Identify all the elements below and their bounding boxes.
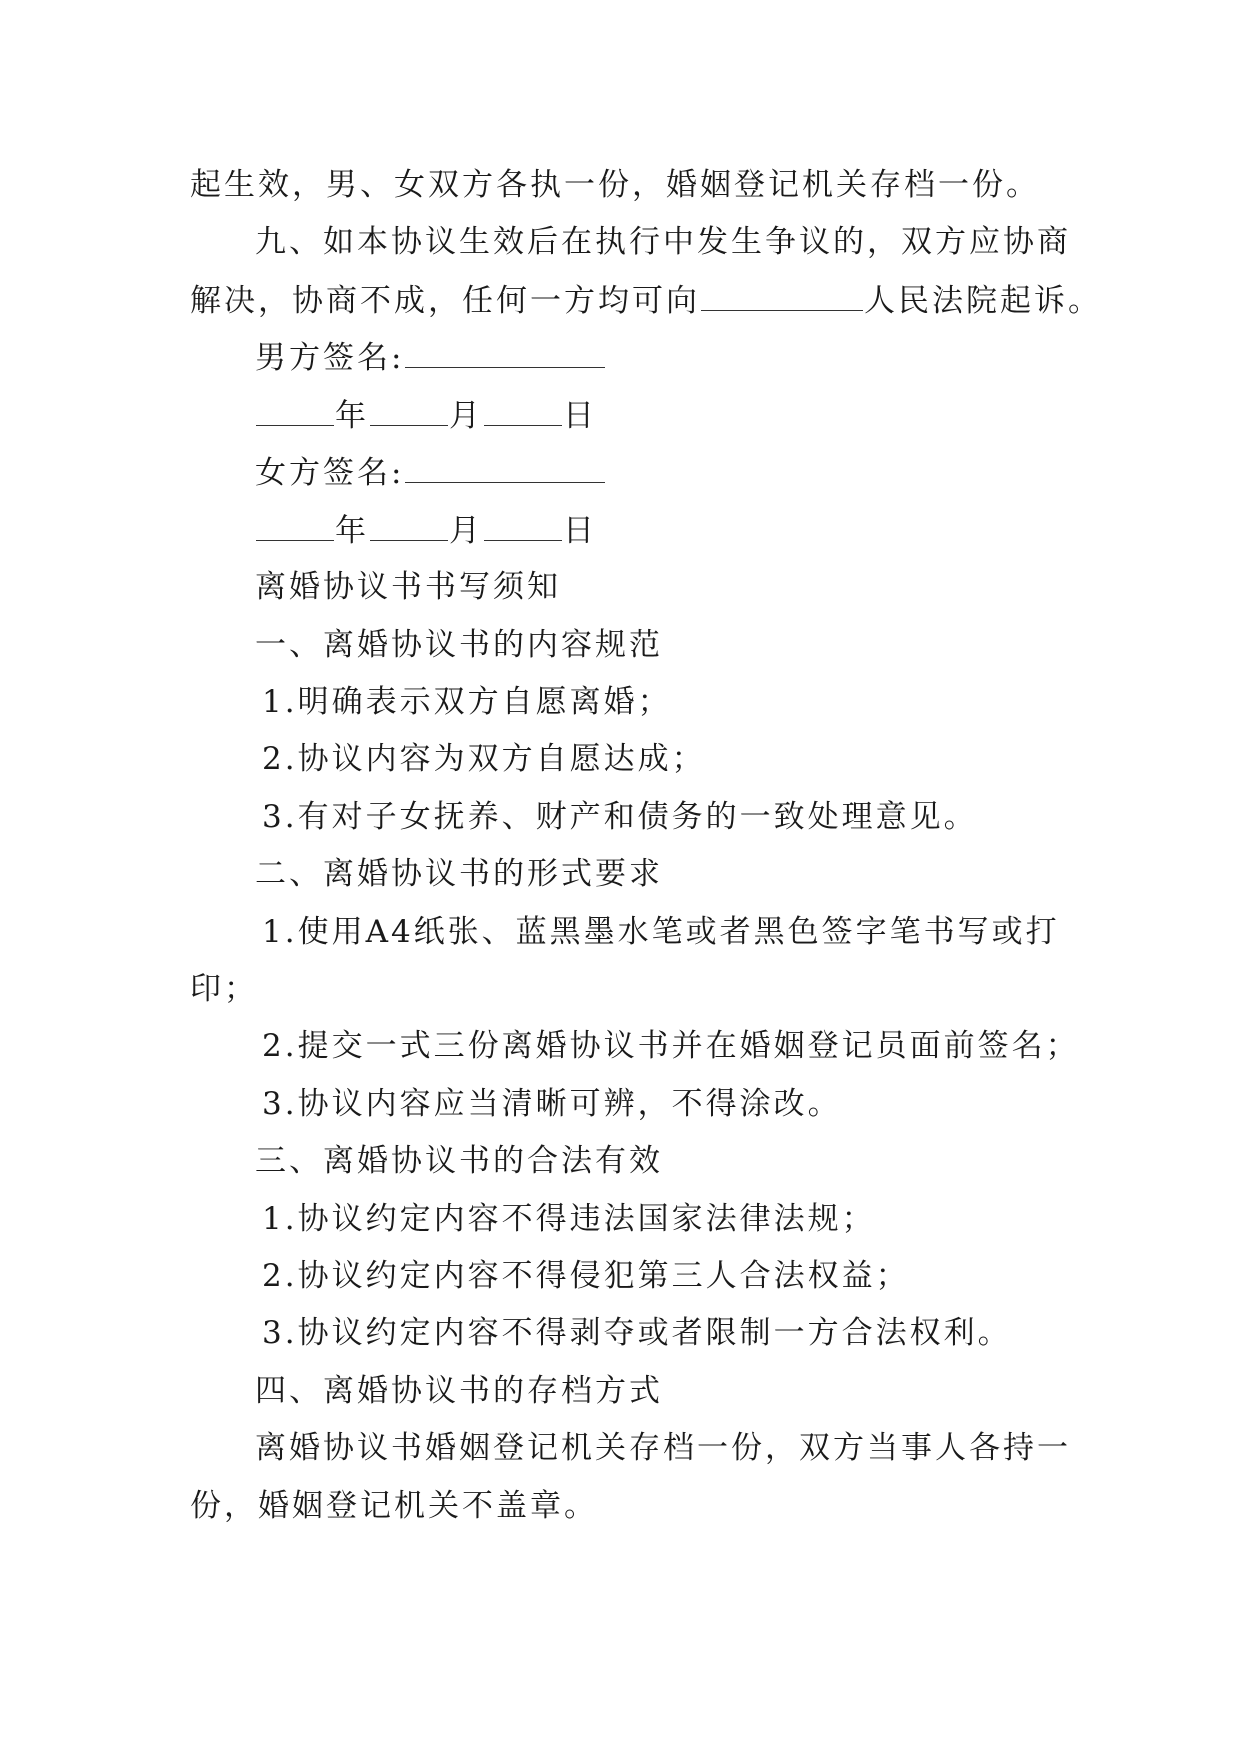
- section-heading: 二、离婚协议书的形式要求: [255, 856, 663, 892]
- list-item: 3.有对子女抚养、财产和债务的一致处理意见。: [262, 799, 978, 835]
- paragraph-line: 起生效，男、女双方各执一份，婚姻登记机关存档一份。: [190, 167, 1040, 203]
- male-month-blank: [370, 395, 448, 426]
- male-date-line: [255, 395, 597, 436]
- female-month-blank: [370, 510, 448, 541]
- section-heading: 四、离婚协议书的存档方式: [255, 1373, 663, 1409]
- list-item: 3.协议内容应当清晰可辨，不得涂改。: [262, 1086, 842, 1122]
- female-day-blank: [484, 510, 562, 541]
- section-heading: 三、离婚协议书的合法有效: [255, 1143, 663, 1179]
- list-item: 1.使用A4纸张、蓝黑墨水笔或者黑色签字笔书写或打: [262, 914, 1060, 950]
- list-item: 1.协议约定内容不得违法国家法律法规；: [262, 1201, 876, 1237]
- court-clause-suffix: 人民法院起诉。: [864, 283, 1102, 319]
- court-clause-text: 解决，协商不成，任何一方均可向: [190, 283, 700, 319]
- female-signature-blank: [405, 452, 605, 483]
- female-signature-label: 女方签名:: [255, 455, 405, 491]
- paragraph-line: [190, 280, 1102, 321]
- list-item: 3.协议约定内容不得剥夺或者限制一方合法权利。: [262, 1315, 1012, 1351]
- paragraph-line: 离婚协议书婚姻登记机关存档一份，双方当事人各持一: [255, 1430, 1071, 1466]
- paragraph-line: 份，婚姻登记机关不盖章。: [190, 1488, 598, 1524]
- month-label: 月: [449, 398, 483, 434]
- list-item: 2.提交一式三份离婚协议书并在婚姻登记员面前签名；: [262, 1028, 1080, 1064]
- male-year-blank: [256, 395, 334, 426]
- section-heading: 一、离婚协议书的内容规范: [255, 627, 663, 663]
- male-day-blank: [484, 395, 562, 426]
- female-signature-line: [255, 452, 606, 493]
- male-signature-line: [255, 337, 606, 378]
- list-item: 2.协议内容为双方自愿达成；: [262, 741, 706, 777]
- day-label: 日: [563, 398, 597, 434]
- male-signature-blank: [405, 337, 605, 368]
- court-name-blank: [701, 280, 863, 311]
- day-label: 日: [563, 513, 597, 549]
- month-label: 月: [449, 513, 483, 549]
- list-item: 1.明确表示双方自愿离婚；: [262, 684, 672, 720]
- paragraph-line: 九、如本协议生效后在执行中发生争议的，双方应协商: [255, 224, 1071, 260]
- female-date-line: [255, 510, 597, 551]
- male-signature-label: 男方签名:: [255, 340, 405, 376]
- list-item: 2.协议约定内容不得侵犯第三人合法权益；: [262, 1258, 910, 1294]
- section-title: 离婚协议书书写须知: [255, 569, 561, 605]
- year-label: 年: [335, 513, 369, 549]
- year-label: 年: [335, 398, 369, 434]
- list-item-continuation: 印；: [190, 971, 258, 1007]
- female-year-blank: [256, 510, 334, 541]
